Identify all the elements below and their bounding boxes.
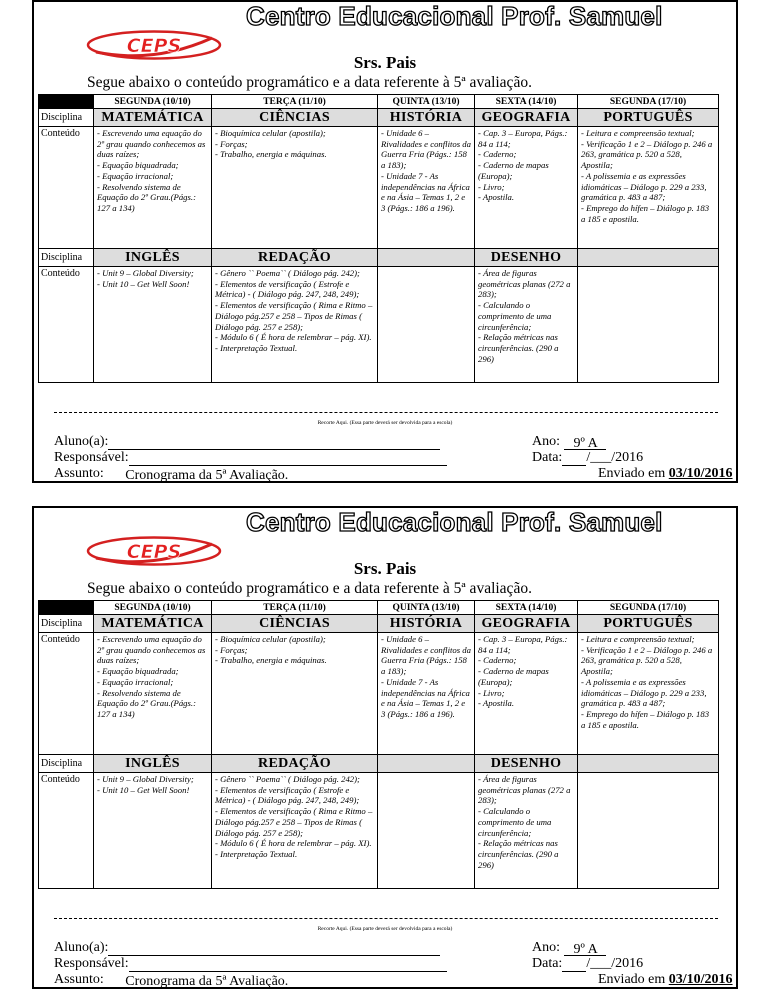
responsavel-field[interactable] xyxy=(129,452,447,466)
row-label-conteudo: Conteúdo xyxy=(39,633,94,755)
subject-cell: CIÊNCIAS xyxy=(212,109,378,127)
assunto-line xyxy=(54,466,324,482)
day-header: SEGUNDA (17/10) xyxy=(578,601,719,615)
content-cell xyxy=(578,773,719,889)
content-cell xyxy=(94,127,212,249)
day-header-row xyxy=(39,95,719,109)
day-header: TERÇA (11/10) xyxy=(212,601,378,615)
enviado-line xyxy=(598,972,733,988)
greeting: Srs. Pais xyxy=(353,53,417,72)
header-corner xyxy=(39,601,94,615)
content-cell xyxy=(378,773,475,889)
subject-row xyxy=(39,615,719,633)
enviado-label: Enviado em xyxy=(598,466,666,481)
day-header: QUINTA (13/10) xyxy=(378,95,475,109)
data-line xyxy=(532,450,643,466)
row-label-disciplina: Disciplina xyxy=(39,755,94,773)
enviado-date: 03/10/2016 xyxy=(668,466,733,481)
data-day-field[interactable] xyxy=(562,452,586,466)
content-text: - Gênero `` Poema`` ( Diálogo pág. 242); - Elementos de versificação ( Estrofe e Métrica) - ( Diálogo pág. 247, 248, 249); - Elementos de versificação ( Rima e Ritmo – Diálogo pág.257 e 258 – Tipos de Rimas ( Diálogo pág. 257 e 258); - Módulo 6 ( É hora de relembrar – pág. XI). - Interpretação Textual. xyxy=(215,268,373,353)
content-text: - Unidade 6 – Rivalidades e conflitos da Guerra Fria (Págs.: 158 a 183); - Unidade 7 - As independências na África e na Ásia – Temas 1, 2 e 3 (Págs.: 186 a 196). xyxy=(381,634,471,719)
content-cell xyxy=(578,127,719,249)
assunto-prefix-line xyxy=(107,974,125,988)
content-cell xyxy=(94,267,212,383)
content-text: - Escrevendo uma equação do 2º grau quando conhecemos as duas raízes; - Equação biquadrada; - Equação irracional; - Resolvendo sistema de Equação do 2º Grau.(Págs.: 127 a 134) xyxy=(97,634,206,719)
day-header: SEXTA (14/10) xyxy=(475,95,578,109)
content-cell xyxy=(212,773,378,889)
row-label-disciplina: Disciplina xyxy=(39,249,94,267)
content-text: - Unit 9 – Global Diversity; - Unit 10 – Get Well Soon! xyxy=(97,268,194,289)
content-cell xyxy=(378,127,475,249)
content-cell xyxy=(475,127,578,249)
data-label: Data: xyxy=(532,956,563,971)
content-text: - Leitura e compreensão textual; - Verificação 1 e 2 – Diálogo p. 246 a 263, gramática p. 520 a 528, Apostila; - A polissemia e as expressões idiomáticas – Diálogo p. 229 a 233, gramática p. 483 a 487; - Emprego do hífen – Diálogo p. 183 a 185 e apostila. xyxy=(581,634,713,730)
assunto-line xyxy=(54,972,324,988)
assunto-label: Assunto: xyxy=(54,466,104,481)
content-row xyxy=(39,773,719,889)
row-label-conteudo: Conteúdo xyxy=(39,127,94,249)
greeting: Srs. Pais xyxy=(353,559,417,578)
aluno-label: Aluno(a): xyxy=(54,940,109,955)
content-cell xyxy=(212,267,378,383)
content-text: - Área de figuras geométricas planas (272 a 283); - Calculando o comprimento de uma circunferência; - Relação métricas nas circunferências. (290 a 296) xyxy=(478,774,571,870)
subject-cell: HISTÓRIA xyxy=(378,109,475,127)
subject-row xyxy=(39,109,719,127)
assunto-label: Assunto: xyxy=(54,972,104,987)
data-label: Data: xyxy=(532,450,563,465)
row-label-conteudo: Conteúdo xyxy=(39,773,94,889)
svg-text:CEPS: CEPS xyxy=(126,541,182,563)
subject-cell xyxy=(378,249,475,267)
row-label-disciplina: Disciplina xyxy=(39,109,94,127)
ano-label: Ano: xyxy=(532,434,560,449)
schedule-card-bottom xyxy=(32,506,738,989)
ano-line xyxy=(532,434,606,450)
subject-cell: MATEMÁTICA xyxy=(94,109,212,127)
content-cell xyxy=(212,127,378,249)
subject-row xyxy=(39,249,719,267)
content-cell xyxy=(212,633,378,755)
school-name: Centro Educacional Prof. Samuel xyxy=(246,1,663,31)
header-corner xyxy=(39,95,94,109)
enviado-line xyxy=(598,466,733,482)
cut-note: Recorte Aqui. (Essa parte deverá ser devolvida para a escola) xyxy=(317,926,453,932)
data-day-field[interactable] xyxy=(562,958,586,972)
subject-cell: REDAÇÃO xyxy=(212,755,378,773)
subject-cell: INGLÊS xyxy=(94,755,212,773)
enviado-label: Enviado em xyxy=(598,972,666,987)
content-text: - Gênero `` Poema`` ( Diálogo pág. 242); - Elementos de versificação ( Estrofe e Métrica) - ( Diálogo pág. 247, 248, 249); - Elementos de versificação ( Rima e Ritmo – Diálogo pág.257 e 258 – Tipos de Rimas ( Diálogo pág. 257 e 258); - Módulo 6 ( É hora de relembrar – pág. XI). - Interpretação Textual. xyxy=(215,774,373,859)
ano-value: 9º A xyxy=(564,436,606,450)
subject-cell: DESENHO xyxy=(475,249,578,267)
cut-line xyxy=(54,412,718,413)
ano-value: 9º A xyxy=(564,942,606,956)
subject-cell: GEOGRAFIA xyxy=(475,109,578,127)
subject-cell: INGLÊS xyxy=(94,249,212,267)
subject-cell xyxy=(578,755,719,773)
aluno-field[interactable] xyxy=(108,436,440,450)
aluno-label: Aluno(a): xyxy=(54,434,109,449)
subject-cell xyxy=(378,755,475,773)
subject-cell: CIÊNCIAS xyxy=(212,615,378,633)
day-header: SEGUNDA (10/10) xyxy=(94,601,212,615)
cut-note: Recorte Aqui. (Essa parte deverá ser devolvida para a escola) xyxy=(317,420,453,426)
svg-text:CEPS: CEPS xyxy=(126,35,182,57)
content-cell xyxy=(475,773,578,889)
ano-label: Ano: xyxy=(532,940,560,955)
data-value: /___/2016 xyxy=(586,450,644,465)
day-header: TERÇA (11/10) xyxy=(212,95,378,109)
data-value: /___/2016 xyxy=(586,956,644,971)
content-text: - Cap. 3 – Europa, Págs.: 84 a 114; - Caderno; - Caderno de mapas (Europa); - Livro; - Apostila. xyxy=(478,634,568,709)
responsavel-label: Responsável: xyxy=(54,450,129,465)
content-cell xyxy=(94,773,212,889)
content-row xyxy=(39,127,719,249)
subject-cell xyxy=(578,249,719,267)
subject-cell: REDAÇÃO xyxy=(212,249,378,267)
day-header-row xyxy=(39,601,719,615)
content-text: - Bioquímica celular (apostila); - Forças; - Trabalho, energia e máquinas. xyxy=(215,128,327,160)
subject-cell: GEOGRAFIA xyxy=(475,615,578,633)
cut-line xyxy=(54,918,718,919)
content-text: - Cap. 3 – Europa, Págs.: 84 a 114; - Caderno; - Caderno de mapas (Europa); - Livro; - Apostila. xyxy=(478,128,568,203)
content-cell xyxy=(475,267,578,383)
content-text: - Unit 9 – Global Diversity; - Unit 10 – Get Well Soon! xyxy=(97,774,194,795)
content-cell xyxy=(578,633,719,755)
content-cell xyxy=(475,633,578,755)
responsavel-line xyxy=(54,450,447,466)
schedule-card-top xyxy=(32,0,738,483)
content-cell xyxy=(94,633,212,755)
assunto-value: Cronograma da 5ª Avaliação. xyxy=(125,468,324,482)
data-line xyxy=(532,956,643,972)
schedule-table xyxy=(38,94,719,383)
responsavel-line xyxy=(54,956,447,972)
content-text: - Área de figuras geométricas planas (272 a 283); - Calculando o comprimento de uma circunferência; - Relação métricas nas circunferências. (290 a 296) xyxy=(478,268,571,364)
aluno-line xyxy=(54,434,440,450)
content-row xyxy=(39,633,719,755)
subject-cell: PORTUGUÊS xyxy=(578,615,719,633)
aluno-line xyxy=(54,940,440,956)
school-name: Centro Educacional Prof. Samuel xyxy=(246,507,663,537)
content-row xyxy=(39,267,719,383)
day-header: SEGUNDA (17/10) xyxy=(578,95,719,109)
assunto-value: Cronograma da 5ª Avaliação. xyxy=(125,974,324,988)
intro-text: Segue abaixo o conteúdo programático e a data referente à 5ª avaliação. xyxy=(87,580,532,597)
schedule-table xyxy=(38,600,719,889)
subject-cell: HISTÓRIA xyxy=(378,615,475,633)
day-header: QUINTA (13/10) xyxy=(378,601,475,615)
responsavel-label: Responsável: xyxy=(54,956,129,971)
subject-cell: MATEMÁTICA xyxy=(94,615,212,633)
content-text: - Unidade 6 – Rivalidades e conflitos da Guerra Fria (Págs.: 158 a 183); - Unidade 7 - As independências na África e na Ásia – Temas 1, 2 e 3 (Págs.: 186 a 196). xyxy=(381,128,471,213)
responsavel-field[interactable] xyxy=(129,958,447,972)
enviado-date: 03/10/2016 xyxy=(668,972,733,987)
row-label-disciplina: Disciplina xyxy=(39,615,94,633)
content-cell xyxy=(378,267,475,383)
assunto-prefix-line xyxy=(107,468,125,482)
subject-cell: DESENHO xyxy=(475,755,578,773)
content-text: - Escrevendo uma equação do 2º grau quando conhecemos as duas raízes; - Equação biquadrada; - Equação irracional; - Resolvendo sistema de Equação do 2º Grau.(Págs.: 127 a 134) xyxy=(97,128,206,213)
content-text: - Leitura e compreensão textual; - Verificação 1 e 2 – Diálogo p. 246 a 263, gramática p. 520 a 528, Apostila; - A polissemia e as expressões idiomáticas – Diálogo p. 229 a 233, gramática p. 483 a 487; - Emprego do hífen – Diálogo p. 183 a 185 e apostila. xyxy=(581,128,713,224)
day-header: SEXTA (14/10) xyxy=(475,601,578,615)
day-header: SEGUNDA (10/10) xyxy=(94,95,212,109)
subject-cell: PORTUGUÊS xyxy=(578,109,719,127)
content-cell xyxy=(378,633,475,755)
subject-row xyxy=(39,755,719,773)
ano-line xyxy=(532,940,606,956)
row-label-conteudo: Conteúdo xyxy=(39,267,94,383)
aluno-field[interactable] xyxy=(108,942,440,956)
content-text: - Bioquímica celular (apostila); - Forças; - Trabalho, energia e máquinas. xyxy=(215,634,327,666)
intro-text: Segue abaixo o conteúdo programático e a data referente à 5ª avaliação. xyxy=(87,74,532,91)
content-cell xyxy=(578,267,719,383)
